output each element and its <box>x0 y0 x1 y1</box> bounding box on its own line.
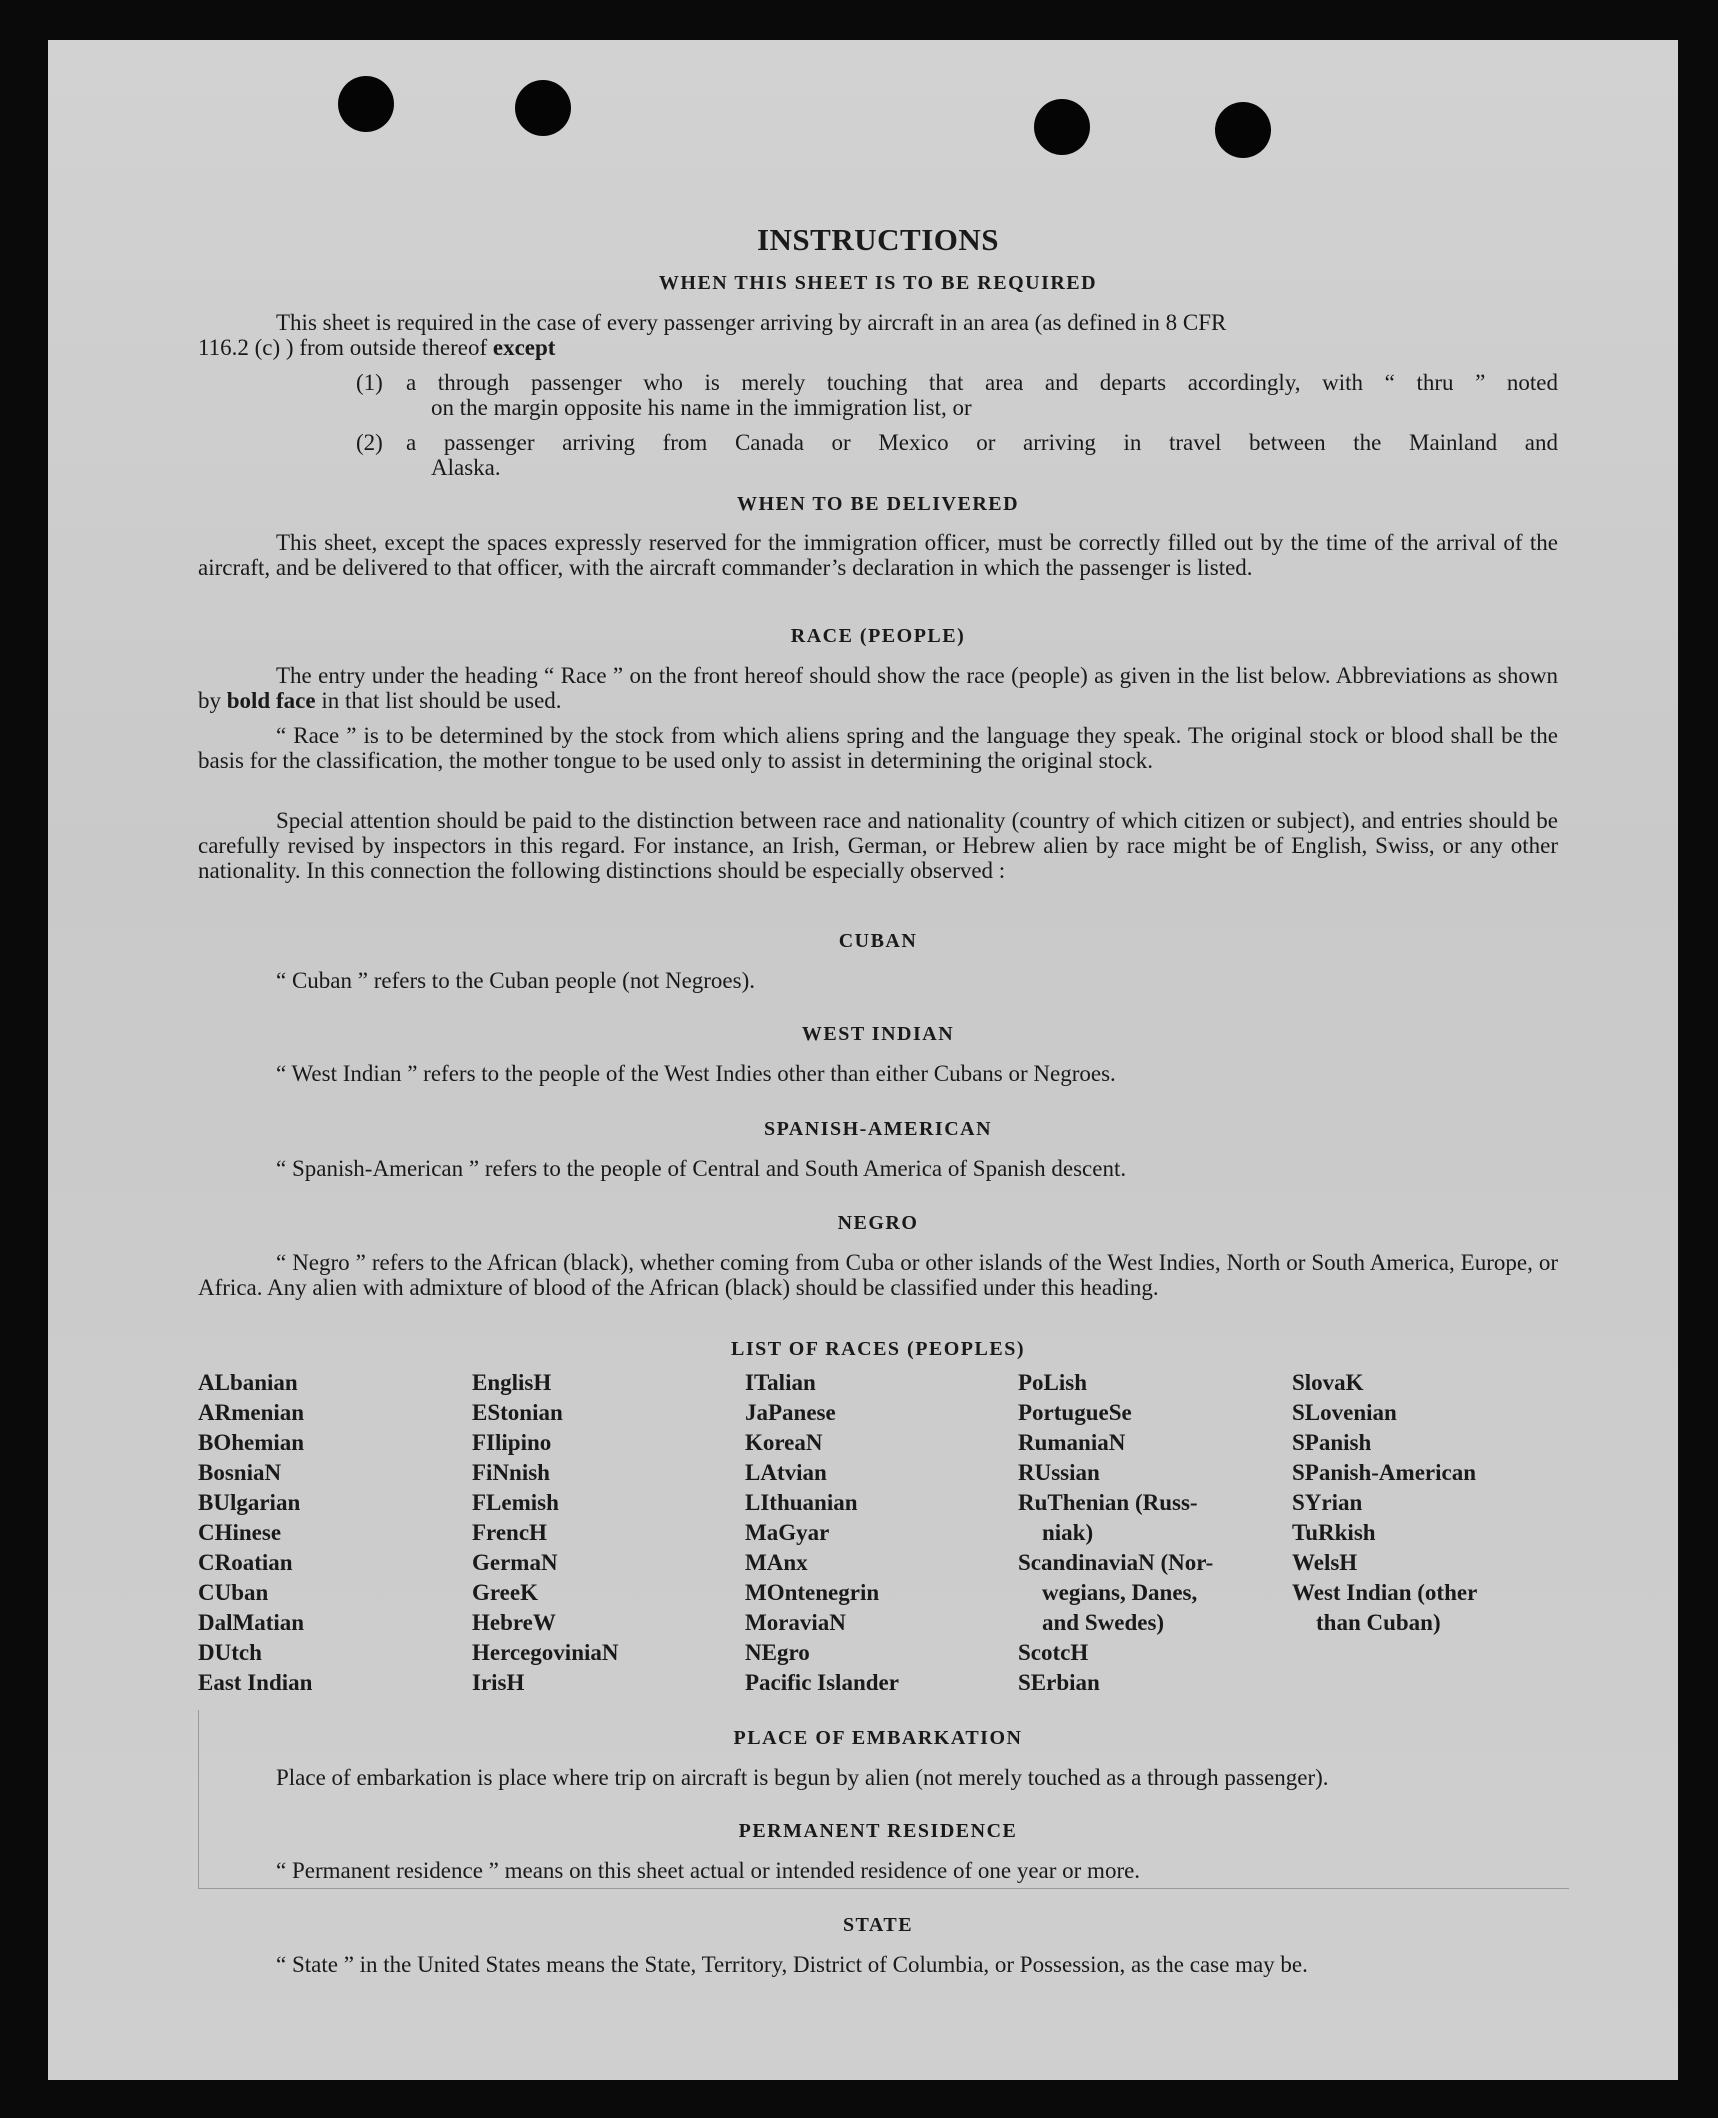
race-item: CUban <box>198 1580 269 1605</box>
race-item: PoLish <box>1018 1370 1088 1395</box>
heading-when-delivered: WHEN TO BE DELIVERED <box>736 493 1020 515</box>
heading-race: RACE (PEOPLE) <box>790 625 966 647</box>
race-item: JaPanese <box>745 1400 836 1425</box>
negro-text: “ Negro ” refers to the African (black), whether coming from Cuba or other islands of the West Indies, North or South America, Europe, or Africa. Any alien with admixture of blood of the African (black) should be classified under this heading. <box>198 1250 1558 1300</box>
bold-face-text: bold face <box>226 688 316 713</box>
race-item: Pacific Islander <box>745 1670 899 1695</box>
races-column-3 <box>745 1368 985 1698</box>
page-title: INSTRUCTIONS <box>756 222 999 257</box>
race-p1-text: The entry under the heading “ Race ” on the front hereof should show the race (people) as given in the list below. Abbreviations as shown by <box>198 663 1558 713</box>
heading-list-of-races: LIST OF RACES (PEOPLES) <box>730 1338 1025 1360</box>
race-item: FiNnish <box>472 1460 550 1485</box>
heading-spanish-american: SPANISH-AMERICAN <box>763 1118 993 1140</box>
race-item: RUssian <box>1018 1460 1100 1485</box>
document-sheet <box>48 40 1678 2080</box>
delivered-text: This sheet, except the spaces expressly reserved for the immigration officer, must be correctly filled out by the time of the arrival of the aircraft, and be delivered to that officer, with the aircraft commander’s declaration in which the passenger is listed. <box>198 530 1558 580</box>
race-item: GermaN <box>472 1550 558 1575</box>
race-item: and Swedes) <box>1042 1610 1165 1635</box>
west-indian-text: “ West Indian ” refers to the people of the West Indies other than either Cubans or Negroes. <box>276 1061 1116 1086</box>
race-item: GreeK <box>472 1580 538 1605</box>
race-item: BOhemian <box>198 1430 305 1455</box>
spanish-american-text: “ Spanish-American ” refers to the people of Central and South America of Spanish descent. <box>276 1156 1127 1181</box>
race-item: BosniaN <box>198 1460 282 1485</box>
residence-text: “ Permanent residence ” means on this sheet actual or intended residence of one year or more. <box>276 1858 1141 1883</box>
race-paragraph-3: Special attention should be paid to the distinction between race and nationality (country of which citizen or subject), and entries should be carefully revised by inspectors in this regard. For instance, an Irish, German, or Hebrew alien by race might be of English, Swiss, or any other nationality. In this connection the following distinctions should be especially observed : <box>198 808 1558 883</box>
except-text: except <box>492 335 556 360</box>
exception-item-1 <box>356 370 1558 420</box>
race-item: ITalian <box>745 1370 816 1395</box>
races-column-5 <box>1292 1368 1560 1638</box>
heading-embarkation: PLACE OF EMBARKATION <box>733 1727 1023 1749</box>
race-item: ALbanian <box>198 1370 298 1395</box>
race-item: ScotcH <box>1018 1640 1089 1665</box>
race-item: LIthuanian <box>745 1490 858 1515</box>
race-item: LAtvian <box>745 1460 827 1485</box>
race-item: SYrian <box>1292 1490 1363 1515</box>
race-item: BUlgarian <box>198 1490 301 1515</box>
heading-permanent-residence: PERMANENT RESIDENCE <box>738 1820 1018 1842</box>
race-item: SErbian <box>1018 1670 1100 1695</box>
race-item: MaGyar <box>745 1520 830 1545</box>
item-1-line1: a through passenger who is merely touching that area and departs accordingly, with “ thru ” noted <box>406 370 1558 395</box>
state-text: “ State ” in the United States means the State, Territory, District of Columbia, or Possession, as the case may be. <box>276 1952 1308 1977</box>
race-item: CHinese <box>198 1520 282 1545</box>
race-item: PortugueSe <box>1018 1400 1132 1425</box>
race-item: DUtch <box>198 1640 262 1665</box>
race-item: SLovenian <box>1292 1400 1397 1425</box>
heading-cuban: CUBAN <box>838 930 918 952</box>
item-2-line2: Alaska. <box>431 455 501 480</box>
punch-hole <box>1034 99 1090 155</box>
race-item: DalMatian <box>198 1610 305 1635</box>
exception-item-2 <box>356 430 1558 480</box>
race-item: FIlipino <box>472 1430 552 1455</box>
punch-hole <box>338 76 394 132</box>
races-column-1 <box>198 1368 438 1698</box>
race-item: MAnx <box>745 1550 808 1575</box>
race-item: EnglisH <box>472 1370 552 1395</box>
race-item: ScandinaviaN (Nor- <box>1018 1550 1214 1575</box>
race-item: EStonian <box>472 1400 563 1425</box>
required-intro <box>198 310 1558 360</box>
race-item: FLemish <box>472 1490 559 1515</box>
item-2-line1: a passenger arriving from Canada or Mexico or arriving in travel between the Mainland and <box>406 430 1558 455</box>
item-number: (1) <box>356 370 383 395</box>
race-item: West Indian (other <box>1292 1580 1478 1605</box>
race-p1-text-end: in that list should be used. <box>321 688 562 713</box>
required-intro-line1: This sheet is required in the case of every passenger arriving by aircraft in an area (as defined in 8 CFR <box>276 310 1227 335</box>
race-item: East Indian <box>198 1670 313 1695</box>
race-item: than Cuban) <box>1316 1610 1441 1635</box>
race-item: SPanish-American <box>1292 1460 1476 1485</box>
embarkation-text: Place of embarkation is place where trip on aircraft is begun by alien (not merely touched as a through passenger). <box>276 1765 1329 1790</box>
races-column-4 <box>1018 1368 1258 1698</box>
race-item: TuRkish <box>1292 1520 1376 1545</box>
race-item: wegians, Danes, <box>1042 1580 1198 1605</box>
heading-negro: NEGRO <box>837 1212 919 1234</box>
required-intro-line2: 116.2 (c) ) from outside thereof <box>198 335 488 360</box>
race-item: KoreaN <box>745 1430 823 1455</box>
item-1-line2: on the margin opposite his name in the immigration list, or <box>431 395 972 420</box>
race-item: IrisH <box>472 1670 525 1695</box>
race-item: RumaniaN <box>1018 1430 1126 1455</box>
item-number: (2) <box>356 430 383 455</box>
race-item: niak) <box>1042 1520 1094 1545</box>
race-item: RuThenian (Russ- <box>1018 1490 1198 1515</box>
race-item: SPanish <box>1292 1430 1372 1455</box>
punch-hole <box>1215 102 1271 158</box>
race-item: MoraviaN <box>745 1610 846 1635</box>
punch-hole <box>515 80 571 136</box>
heading-when-required: WHEN THIS SHEET IS TO BE REQUIRED <box>658 272 1098 294</box>
race-item: HebreW <box>472 1610 556 1635</box>
race-item: FrencH <box>472 1520 547 1545</box>
race-paragraph-1 <box>198 663 1558 713</box>
race-paragraph-2: “ Race ” is to be determined by the stock from which aliens spring and the language they speak. The original stock or blood shall be the basis for the classification, the mother tongue to be used only to assist in determining the original stock. <box>198 723 1558 773</box>
race-item: NEgro <box>745 1640 810 1665</box>
race-item: SlovaK <box>1292 1370 1364 1395</box>
race-item: WelsH <box>1292 1550 1358 1575</box>
race-item: MOntenegrin <box>745 1580 880 1605</box>
race-item: CRoatian <box>198 1550 293 1575</box>
heading-west-indian: WEST INDIAN <box>801 1023 955 1045</box>
cuban-text: “ Cuban ” refers to the Cuban people (not Negroes). <box>276 968 756 993</box>
races-column-2 <box>472 1368 712 1698</box>
race-item: HercegoviniaN <box>472 1640 619 1665</box>
heading-state: STATE <box>842 1914 914 1936</box>
race-item: ARmenian <box>198 1400 305 1425</box>
